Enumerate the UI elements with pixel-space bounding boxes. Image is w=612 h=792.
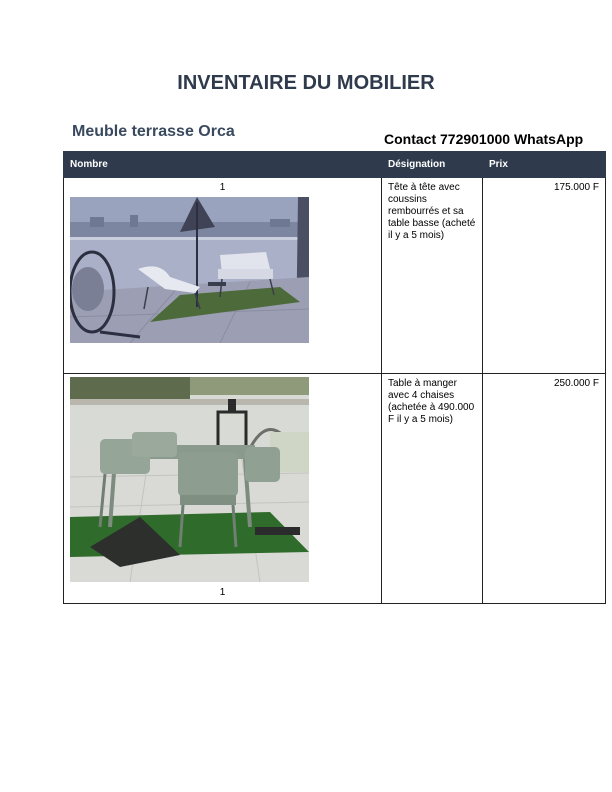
header-nombre: Nombre <box>64 152 382 178</box>
designation-cell: Tête à tête avec coussins rembourrés et sa table basse (acheté il y a 5 mois) <box>382 178 483 374</box>
table-row <box>64 178 606 374</box>
quantity: 1 <box>219 587 226 598</box>
nombre-cell <box>64 374 382 604</box>
document-title: INVENTAIRE DU MOBILIER <box>177 72 435 94</box>
inventory-table <box>63 151 606 604</box>
table-row <box>64 374 606 604</box>
quantity: 1 <box>219 182 226 193</box>
nombre-cell <box>64 178 382 374</box>
price-cell: 175.000 F <box>483 178 606 374</box>
price-cell: 250.000 F <box>483 374 606 604</box>
header-prix: Prix <box>483 152 606 178</box>
terrace-lounge-photo <box>70 197 309 343</box>
dining-set-photo <box>70 377 309 582</box>
contact-info: Contact 772901000 WhatsApp <box>384 131 584 147</box>
header-designation: Désignation <box>382 152 483 178</box>
document-subtitle: Meuble terrasse Orca <box>72 123 235 140</box>
designation-cell: Table à manger avec 4 chaises (achetée à 490.000 F il y a 5 mois) <box>382 374 483 604</box>
table-header-row <box>64 152 606 178</box>
